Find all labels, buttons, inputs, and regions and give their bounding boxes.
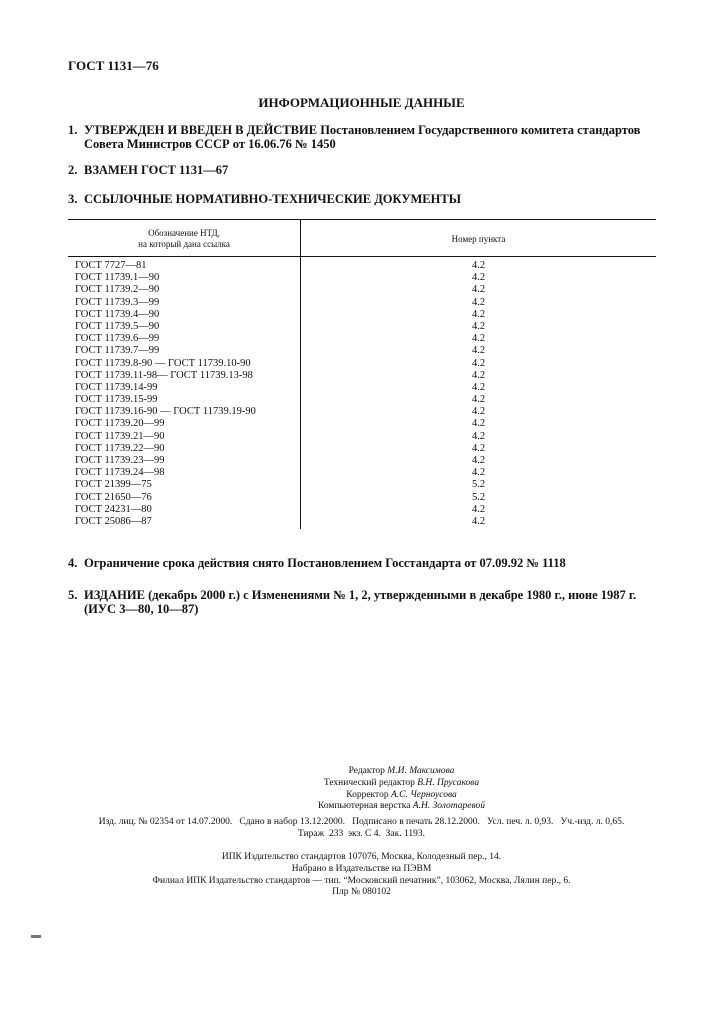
table-header-document: Обозначение НТД, на который дана ссылка xyxy=(138,228,230,249)
item-text-line2: (ИУС 3—80, 10—87) xyxy=(84,602,199,616)
clause-number-cell: 4.2 xyxy=(471,296,486,308)
clause-number-cell: 4.2 xyxy=(471,320,486,332)
document-designation-cell: ГОСТ 11739.23—99 xyxy=(75,455,165,466)
clause-number-cell: 4.2 xyxy=(471,406,486,418)
table-top-rule xyxy=(68,219,656,220)
table-row xyxy=(68,516,656,528)
publisher-line-4: Плр № 080102 xyxy=(332,887,391,898)
tech-editor-line: Технический редактор В.Н. Прусакова xyxy=(323,777,480,788)
table-row xyxy=(68,358,656,370)
table-row xyxy=(68,406,656,418)
document-designation-cell: ГОСТ 11739.15-99 xyxy=(75,394,158,406)
clause-number-cell: 5.2 xyxy=(471,491,486,503)
document-designation-cell: ГОСТ 11739.11-98— ГОСТ 11739.13-98 xyxy=(75,369,253,381)
item-text: ВЗАМЕН ГОСТ 1131—67 xyxy=(84,163,229,177)
document-designation-cell: ГОСТ 25086—87 xyxy=(75,515,152,527)
clause-number-cell: 4.2 xyxy=(471,345,486,357)
clause-number-cell: 4.2 xyxy=(471,467,486,479)
publisher-line-1: ИПК Издательство стандартов 107076, Москва, Колодезный пер., 14. xyxy=(221,852,502,862)
document-designation-cell: ГОСТ 11739.24—98 xyxy=(75,467,165,479)
clause-number-cell: 4.2 xyxy=(471,284,486,296)
document-designation-cell: ГОСТ 11739.21—90 xyxy=(75,430,165,442)
document-designation-cell: ГОСТ 11739.5—90 xyxy=(75,320,160,332)
item-number: 1. xyxy=(68,123,78,137)
table-header-clause: Номер пункта xyxy=(451,234,506,244)
section-title: ИНФОРМАЦИОННЫЕ ДАННЫЕ xyxy=(258,95,465,110)
table-row xyxy=(68,284,656,296)
table-header-rule xyxy=(68,256,656,257)
layout-line: Компьютерная верстка А.Н. Золотаревой xyxy=(317,801,486,812)
document-designation-cell: ГОСТ 11739.16-90 — ГОСТ 11739.19-90 xyxy=(75,406,256,418)
print-details xyxy=(0,817,723,841)
publisher-info xyxy=(0,852,723,899)
item-number: 3. xyxy=(68,192,78,206)
table-row xyxy=(68,382,656,394)
scan-mark xyxy=(31,935,41,938)
document-designation-cell: ГОСТ 24231—80 xyxy=(75,503,152,515)
document-designation-cell: ГОСТ 11739.8-90 — ГОСТ 11739.10-90 xyxy=(75,357,251,369)
document-designation-cell: ГОСТ 11739.4—90 xyxy=(75,308,160,320)
table-body xyxy=(68,260,656,528)
document-designation-cell: ГОСТ 11739.1—90 xyxy=(75,272,160,284)
table-row xyxy=(68,455,656,467)
print-line-1: Изд. лиц. № 02354 от 14.07.2000. Сдано в набор 13.12.2000. Подписано в печать 28.12.2000. Усл. печ. л. 0,93. Уч.-изд. л. 0,65. xyxy=(98,817,625,827)
clause-number-cell: 4.2 xyxy=(471,442,486,454)
clause-number-cell: 4.2 xyxy=(471,333,486,345)
editor-line: Редактор М.И. Максимова xyxy=(348,766,455,776)
item-number: 2. xyxy=(68,163,78,177)
table-row xyxy=(68,309,656,321)
table-row xyxy=(68,260,656,272)
table-row xyxy=(68,504,656,516)
publisher-line-2: Набрано в Издательстве на ПЭВМ xyxy=(291,863,432,874)
table-row xyxy=(68,479,656,491)
item-text: Постановлением Государственного комитета стандартов xyxy=(317,123,641,137)
table-row xyxy=(68,431,656,443)
table-row xyxy=(68,394,656,406)
document-designation-cell: ГОСТ 11739.14-99 xyxy=(75,381,158,393)
clause-number-cell: 4.2 xyxy=(471,272,486,284)
proofreader-line: Корректор А.С. Черноусова xyxy=(346,789,457,800)
clause-number-cell: 4.2 xyxy=(471,503,486,515)
document-designation-cell: ГОСТ 7727—81 xyxy=(75,260,147,271)
clause-number-cell: 4.2 xyxy=(471,418,486,430)
item-text: Ограничение срока действия снято Постановлением Госстандарта от 07.09.92 № 1118 xyxy=(84,556,566,570)
clause-number-cell: 4.2 xyxy=(471,369,486,381)
table-row xyxy=(68,467,656,479)
table-row xyxy=(68,418,656,430)
item-caps-text: УТВЕРЖДЕН И ВВЕДЕН В ДЕЙСТВИЕ xyxy=(84,123,318,137)
clause-number-cell: 4.2 xyxy=(471,430,486,442)
document-designation-cell: ГОСТ 21650—76 xyxy=(75,491,152,503)
document-designation-cell: ГОСТ 11739.22—90 xyxy=(75,442,165,454)
publisher-line-3: Филиал ИПК Издательство стандартов — тип. “Московский печатник”, 103062, Москва, Лялин пер., 6. xyxy=(152,875,571,886)
clause-number-cell: 4.2 xyxy=(471,357,486,369)
document-designation-cell: ГОСТ 21399—75 xyxy=(75,479,152,491)
clause-number-cell: 4.2 xyxy=(471,455,486,466)
table-row xyxy=(68,333,656,345)
table-row xyxy=(68,297,656,309)
clause-number-cell: 4.2 xyxy=(471,394,486,406)
table-row xyxy=(68,370,656,382)
table-row xyxy=(68,272,656,284)
item-text-line2: Совета Министров СССР от 16.06.76 № 1450 xyxy=(84,137,336,151)
editorial-credits xyxy=(40,766,723,813)
document-designation-cell: ГОСТ 11739.2—90 xyxy=(75,284,160,296)
item-number: 4. xyxy=(68,556,78,570)
print-line-2: Тираж 233 экз. С 4. Зак. 1193. xyxy=(298,828,425,839)
document-designation-cell: ГОСТ 11739.20—99 xyxy=(75,418,165,430)
clause-number-cell: 4.2 xyxy=(471,260,486,271)
clause-number-cell: 4.2 xyxy=(471,515,486,527)
item-text: ИЗДАНИЕ (декабрь 2000 г.) с Изменениями № 1, 2, утвержденными в декабре 1980 г., июне 1987 г. xyxy=(84,588,637,602)
clause-number-cell: 4.2 xyxy=(471,308,486,320)
item-text: ССЫЛОЧНЫЕ НОРМАТИВНО-ТЕХНИЧЕСКИЕ ДОКУМЕНТЫ xyxy=(84,192,461,206)
table-row xyxy=(68,492,656,504)
document-code: ГОСТ 1131—76 xyxy=(68,58,159,73)
document-designation-cell: ГОСТ 11739.7—99 xyxy=(75,345,160,357)
table-row xyxy=(68,321,656,333)
item-number: 5. xyxy=(68,588,78,602)
document-designation-cell: ГОСТ 11739.6—99 xyxy=(75,333,160,345)
clause-number-cell: 4.2 xyxy=(471,381,486,393)
table-row xyxy=(68,345,656,357)
table-row xyxy=(68,443,656,455)
document-designation-cell: ГОСТ 11739.3—99 xyxy=(75,296,160,308)
clause-number-cell: 5.2 xyxy=(471,479,486,491)
